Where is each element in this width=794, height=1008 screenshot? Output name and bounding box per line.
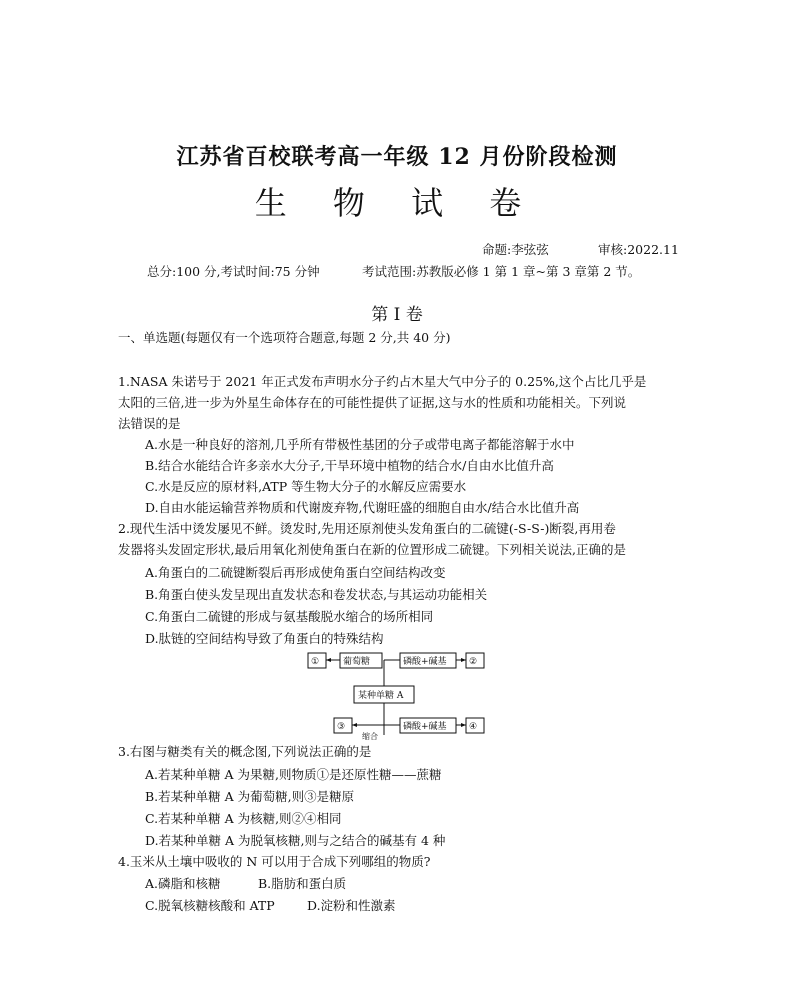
review-line: 审核:2022.11 (598, 242, 679, 257)
diagram-label-pb2: 磷酸+碱基 (403, 722, 447, 732)
q3-option-c: C.若某种单糖 A 为核糖,则②④相同 (145, 811, 342, 826)
q2-option-a: A.角蛋白的二硫键断裂后再形成使角蛋白空间结构改变 (145, 565, 446, 580)
volume-heading: 第 I 卷 (371, 305, 423, 325)
q3-option-d: D.若某种单糖 A 为脱氧核糖,则与之结合的碱基有 4 种 (145, 833, 446, 848)
author-line: 命题:李弦弦 (482, 242, 549, 257)
q4-option-d: D.淀粉和性激素 (307, 898, 396, 913)
diagram-label-pb1: 磷酸+碱基 (403, 657, 447, 667)
scope-line: 考试范围:苏教版必修 1 第 1 章~第 3 章第 2 节。 (362, 264, 641, 279)
q4-option-b: B.脂肪和蛋白质 (258, 876, 347, 891)
diagram-label-4: ④ (469, 722, 478, 732)
part1-heading: 一、单选题(每题仅有一个选项符合题意,每题 2 分,共 40 分) (118, 330, 451, 345)
q1-stem-line3: 法错误的是 (118, 416, 181, 431)
q1-option-b: B.结合水能结合许多亲水大分子,干旱环境中植物的结合水/自由水比值升高 (145, 458, 554, 473)
q3-option-b: B.若某种单糖 A 为葡萄糖,则③是糖原 (145, 789, 355, 804)
q4-option-c: C.脱氧核糖核酸和 ATP (145, 898, 275, 913)
score-time-line: 总分:100 分,考试时间:75 分钟 (147, 264, 320, 279)
diagram-label-3: ③ (337, 722, 346, 732)
q3-option-a: A.若某种单糖 A 为果糖,则物质①是还原性糖——蔗糖 (145, 767, 442, 782)
q2-stem-line1: 2.现代生活中烫发屡见不鲜。烫发时,先用还原剂使头发角蛋白的二硫键(-S-S-)断裂,再用卷 (118, 521, 616, 536)
q4-stem: 4.玉米从土壤中吸收的 N 可以用于合成下列哪组的物质? (118, 854, 431, 869)
q3-stem: 3.右图与糖类有关的概念图,下列说法正确的是 (118, 744, 372, 759)
q2-option-d: D.肽链的空间结构导致了角蛋白的特殊结构 (145, 631, 384, 646)
diagram-label-condense: 缩合 (362, 732, 378, 740)
q2-stem-line2: 发器将头发固定形状,最后用氧化剂使角蛋白在新的位置形成二硫键。下列相关说法,正确的是 (118, 542, 626, 557)
q2-option-c: C.角蛋白二硫键的形成与氨基酸脱水缩合的场所相同 (145, 609, 434, 624)
diagram-label-2: ② (469, 657, 478, 667)
q1-stem-line1: 1.NASA 朱诺号于 2021 年正式发布声明水分子约占木星大气中分子的 0.25%,这个占比几乎是 (118, 374, 647, 389)
q1-option-d: D.自由水能运输营养物质和代谢废弃物,代谢旺盛的细胞自由水/结合水比值升高 (145, 500, 580, 515)
exam-title: 江苏省百校联考高一年级 12 月份阶段检测 (176, 144, 618, 170)
q4-option-a: A.磷脂和核糖 (145, 876, 221, 891)
q1-option-a: A.水是一种良好的溶剂,几乎所有带极性基团的分子或带电离子都能溶解于水中 (145, 437, 575, 452)
diagram-label-sugar-a: 某种单糖 A (358, 691, 404, 701)
subject-title: 生 物 试 卷 (254, 184, 540, 222)
q1-stem-line2: 太阳的三倍,进一步为外星生命体存在的可能性提供了证据,这与水的性质和功能相关。下列说 (118, 395, 626, 410)
diagram-label-1: ① (311, 657, 320, 667)
q1-option-c: C.水是反应的原材料,ATP 等生物大分子的水解反应需要水 (145, 479, 467, 494)
sugar-concept-diagram (300, 650, 500, 740)
q2-option-b: B.角蛋白使头发呈现出直发状态和卷发状态,与其运动功能相关 (145, 587, 488, 602)
diagram-label-glucose: 葡萄糖 (343, 657, 371, 667)
